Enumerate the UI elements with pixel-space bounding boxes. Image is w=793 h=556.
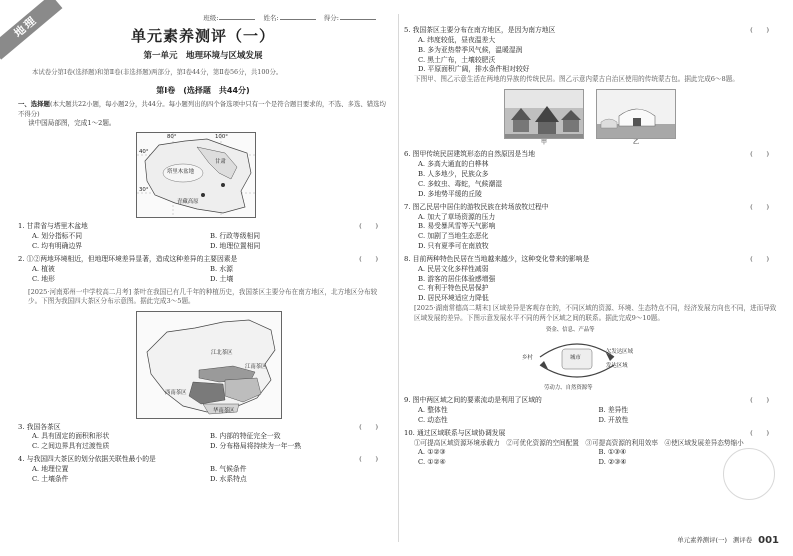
question-7	[404, 203, 779, 213]
q1-text: 1. 甘肃省与塔里木盆地	[18, 222, 88, 231]
gansu-label: 甘肃	[215, 159, 226, 166]
q10-option-d[interactable]: D. ②③④	[598, 457, 627, 466]
flow-top-label: 资金、信息、产品等	[546, 327, 595, 334]
q7-answer-slot[interactable]: ( )	[750, 202, 769, 211]
q7-option-c[interactable]: C. 加剧了当地生态恶化	[418, 232, 489, 241]
q7-option-d[interactable]: D. 只有夏季可在南放牧	[418, 242, 489, 251]
exam-note: 本试卷分第Ⅰ卷(选择题)和第Ⅱ卷(非选择题)两部分，第Ⅰ卷44分，第Ⅱ卷56分，共100分。	[32, 68, 283, 77]
q6-text: 6. 图甲传统民居建筑形态的自然原因是当地	[404, 150, 535, 159]
q4-option-a[interactable]: A. 地理位置	[32, 465, 69, 473]
q10-answer-slot[interactable]: ( )	[750, 428, 769, 437]
q4-option-c[interactable]: C. 土壤条件	[32, 474, 69, 483]
student-info-line	[18, 14, 388, 23]
question-2	[18, 255, 388, 265]
q2-option-b[interactable]: B. 水源	[210, 264, 233, 273]
name-field[interactable]	[280, 19, 316, 20]
class-field[interactable]	[219, 19, 255, 20]
huanan-label: 华南茶区	[213, 407, 235, 414]
map-tea-regions	[136, 311, 282, 419]
q10-option-c[interactable]: C. ①②④	[418, 457, 446, 466]
q8-option-c[interactable]: C. 有利于特色民居保护	[418, 284, 489, 293]
q5-option-c[interactable]: C. 黑土广布，土壤较肥沃	[418, 55, 496, 64]
intro-q3: [2025·河南郑州一中学校高二月考] 茶叶在我国已有几千年的种植历史，我国茶区主要分布在南方地区，北方地区分布较少。下图为我国四大茶区分布示意图。据此完成3～5题。	[28, 287, 378, 306]
q5-answer-slot[interactable]: ( )	[750, 26, 769, 34]
q7-text: 7. 图乙民居中居住的游牧民族在转场放牧过程中	[404, 202, 549, 211]
score-label: 得分:	[323, 14, 339, 22]
q9-text: 9. 图中两区域之间的要素流动是利用了区域的	[404, 396, 542, 405]
left-column	[18, 14, 388, 485]
q3-option-b[interactable]: B. 内部的特征完全一致	[210, 432, 281, 441]
q2-option-c[interactable]: C. 地形	[32, 274, 55, 283]
section-title: 第Ⅰ卷 (选择题 共44分)	[156, 85, 250, 95]
photo-yi	[596, 89, 676, 139]
part-desc	[18, 100, 388, 119]
photo-captions	[504, 139, 779, 148]
q3-option-d[interactable]: D. 分布格局将持续为一年一熟	[210, 442, 302, 451]
q2-answer-slot[interactable]: ( )	[359, 255, 378, 263]
q1-option-c[interactable]: C. 均有明确边界	[32, 242, 83, 251]
q4-options	[18, 465, 388, 485]
q3-answer-slot[interactable]: ( )	[359, 422, 378, 431]
region-flow-diagram	[522, 327, 632, 393]
q10-statements: ①可提高区域资源环境承载力 ②可优化资源的空间配置 ③可提高资源的利用效率 ④使区域发展差异态势缩小	[414, 438, 744, 447]
q4-text: 4. 与我国四大茶区的划分依据关联性最小的是	[18, 455, 156, 464]
footer-label: 单元素养测评(一)	[677, 536, 727, 545]
intro-q9: [2025·湖南常德高二期末] 区域差异是客观存在的，不同区域的资源、环境、生态特点不同，经济发展方向也不同，进而导致区域发展的差异。下图示意发展水平不同的两个区域之间的联系。据此完成9～10题。	[414, 304, 777, 322]
q1-option-a[interactable]: A. 划分指标不同	[32, 232, 83, 241]
q3-option-c[interactable]: C. 之间边界具有过渡性质	[32, 442, 110, 451]
part-heading: 一、选择题	[18, 100, 50, 109]
q5-options	[404, 36, 779, 75]
q10-text: 10. 通过区域联系与区域协调发展	[404, 428, 506, 437]
q1-options	[18, 232, 388, 252]
lon-100-label: 100°	[215, 134, 228, 141]
lat-30-label: 30°	[139, 187, 149, 194]
q1-answer-slot[interactable]: ( )	[359, 222, 378, 231]
question-5	[404, 26, 779, 36]
name-label: 姓名:	[263, 14, 279, 22]
q9-option-a[interactable]: A. 整体性	[418, 406, 448, 415]
photo-yi-svg	[597, 90, 676, 139]
q6-answer-slot[interactable]: ( )	[750, 150, 769, 159]
jiangnan-label: 江南茶区	[245, 363, 267, 370]
question-4	[18, 455, 388, 465]
lat-40-label: 40°	[139, 149, 149, 156]
q3-options	[18, 432, 388, 452]
flow-bottom-label: 劳动力、自然资源等	[544, 385, 593, 392]
flow-left-label: 乡村	[522, 355, 533, 362]
q6-options	[404, 160, 779, 199]
q10-option-b[interactable]: B. ①③④	[598, 448, 627, 457]
photo-jia-svg	[505, 90, 584, 139]
q2-option-a[interactable]: A. 植被	[32, 264, 55, 273]
tarim-label: 塔里木盆地	[167, 169, 194, 176]
q9-answer-slot[interactable]: ( )	[750, 396, 769, 405]
lon-80-label: 80°	[167, 134, 177, 141]
question-3	[18, 423, 388, 433]
question-9	[404, 396, 779, 406]
intro-q1: 读中国局部图，完成1～2题。	[28, 118, 116, 127]
question-1	[18, 222, 388, 232]
q10-option-a[interactable]: A. ①②③	[418, 448, 446, 457]
q4-answer-slot[interactable]: ( )	[359, 455, 378, 464]
q8-text: 8. 目前两种特色民居在当地越来越少，这种变化带来的影响是	[404, 254, 590, 263]
photo-row	[504, 89, 779, 139]
q3-text: 3. 我国各茶区	[18, 422, 61, 431]
page-subtitle: 第一单元 地理环境与区域发展	[143, 51, 263, 62]
q5-option-b[interactable]: B. 多为亚热带季风气候，温暖湿润	[418, 45, 523, 54]
jiangbei-label: 江北茶区	[211, 349, 233, 356]
column-divider	[398, 14, 399, 542]
subject-tab: 地理	[0, 0, 62, 60]
flow-right-label: 欠发达区域	[606, 349, 633, 356]
question-6	[404, 150, 779, 160]
question-8	[404, 255, 779, 265]
score-field[interactable]	[340, 19, 376, 20]
q4-option-d[interactable]: D. 水系特点	[210, 474, 247, 483]
footer-sub: 测评卷	[732, 536, 753, 545]
map-china-west	[136, 132, 256, 218]
q8-options	[404, 265, 779, 304]
q6-option-a[interactable]: A. 多高大通直的白桦林	[418, 160, 489, 169]
q9-option-c[interactable]: C. 动态性	[418, 415, 448, 424]
q5-option-a[interactable]: A. 纬度较低，昼夜温差大	[418, 35, 496, 44]
page-title: 单元素养测评（一）	[130, 27, 275, 46]
q6-option-d[interactable]: D. 多地势平缓的丘陵	[418, 189, 482, 198]
q9-option-b[interactable]: B. 差异性	[598, 406, 629, 415]
q8-option-b[interactable]: B. 游客的居住体验感增强	[418, 274, 496, 283]
q6-option-b[interactable]: B. 人多地少，民族众多	[418, 170, 489, 179]
photo-jia	[504, 89, 584, 139]
q5-text: 5. 我国茶区主要分布在南方地区，是因为南方地区	[404, 26, 556, 34]
class-label: 班级:	[203, 14, 219, 22]
right-column	[404, 14, 779, 468]
q2-options	[18, 265, 388, 285]
flow-center-label: 城市	[570, 355, 581, 362]
q7-options	[404, 213, 779, 252]
q8-option-a[interactable]: A. 民居文化多样性减弱	[418, 264, 489, 273]
q9-option-d[interactable]: D. 开放性	[598, 415, 629, 424]
q8-option-d[interactable]: D. 居民环境适应力降低	[418, 294, 489, 303]
page-footer	[677, 534, 779, 549]
question-10	[404, 429, 779, 439]
q7-option-b[interactable]: B. 易受暴风雪等天气影响	[418, 222, 496, 231]
q9-options	[404, 406, 779, 426]
intro-q6: 下图甲、图乙示意生活在两地的异族的传统民居。图乙示意内蒙古自治区使用的传统蒙古包。据此完成6～8题。	[414, 75, 739, 84]
flow-right2-label: 发达区域	[606, 363, 628, 370]
q3-option-a[interactable]: A. 具有固定的面积和形状	[32, 432, 110, 441]
q7-option-a[interactable]: A. 加大了草场资源的压力	[418, 212, 496, 221]
q2-option-d[interactable]: D. 土壤	[210, 274, 234, 283]
xinan-label: 西南茶区	[165, 389, 187, 396]
watermark-stamp	[723, 448, 775, 500]
caption-jia: 甲	[540, 138, 547, 146]
plateau-label: 青藏高原	[177, 199, 199, 206]
page-number: 001	[758, 534, 779, 546]
q4-option-b[interactable]: B. 气候条件	[210, 465, 247, 473]
q6-option-c[interactable]: C. 多蚊虫、毒蛇，气候潮湿	[418, 179, 503, 188]
q1-option-b[interactable]: B. 行政等级相同	[210, 232, 261, 241]
q8-answer-slot[interactable]: ( )	[750, 254, 769, 263]
q5-option-d[interactable]: D. 平原面积广阔，排水条件相对较好	[418, 65, 530, 74]
caption-yi: 乙	[632, 138, 639, 146]
q2-text: 2. ①②两地环境相近，但地理环境差异显著，造成这种差异的主要因素是	[18, 255, 238, 263]
q10-options	[404, 448, 779, 468]
part-instructions: (本大题共22小题，每小题2分，共44分。每小题列出的四个备选项中只有一个是符合题目要求的，不选、多选、错选均不得分)	[18, 100, 386, 118]
q1-option-d[interactable]: D. 地理位置相同	[210, 242, 261, 251]
